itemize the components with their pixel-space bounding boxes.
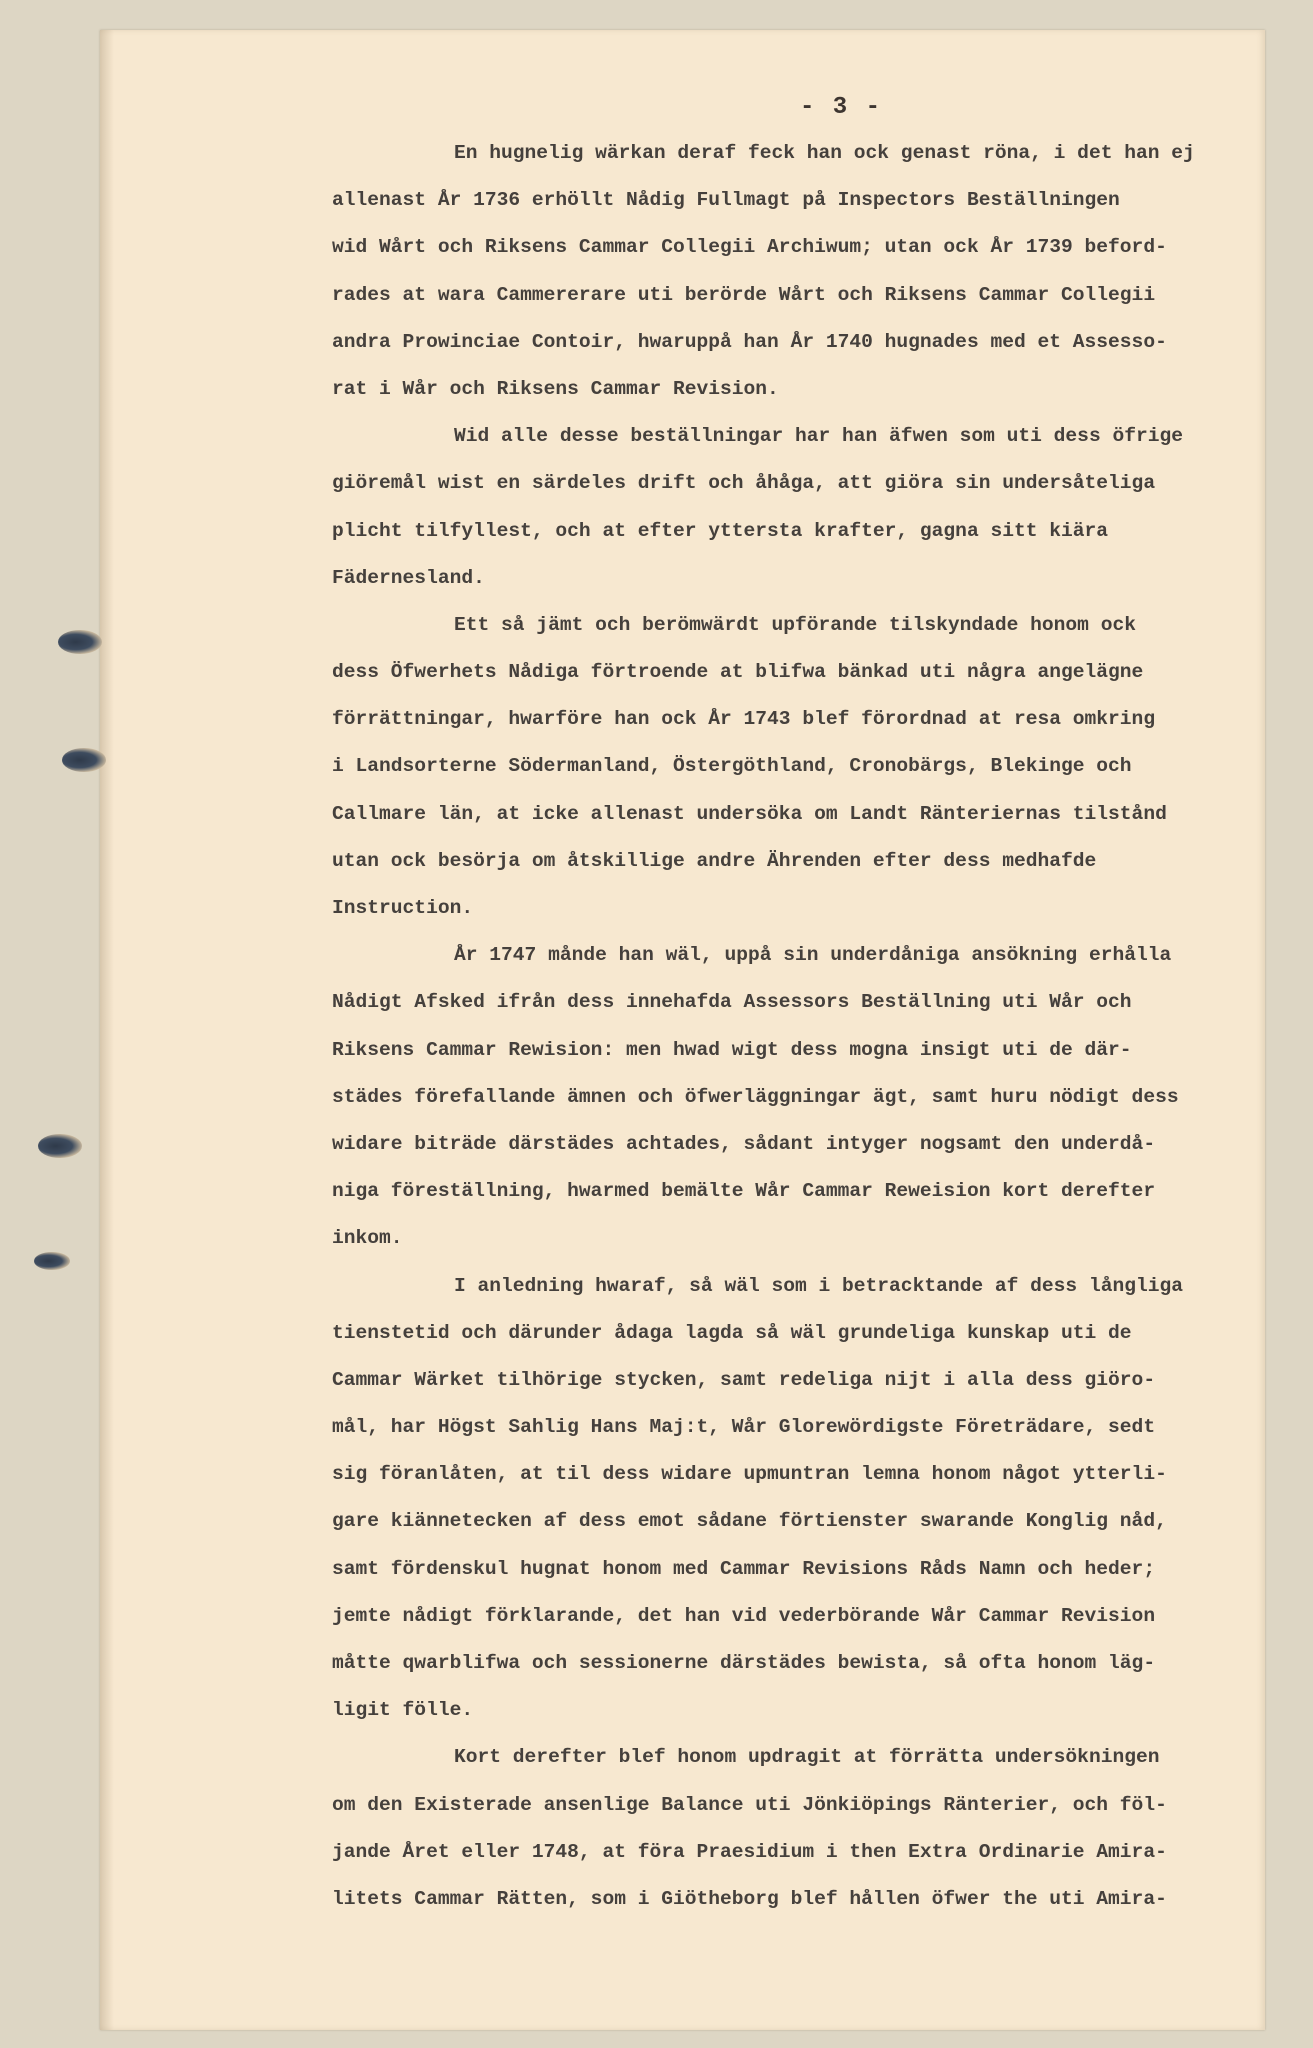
text-line: tienstetid och därunder ådaga lagda så wäl grundeliga kunskap uti de xyxy=(332,1321,1132,1344)
text-line: År 1747 månde han wäl, uppå sin underdåniga ansökning erhålla xyxy=(454,944,1172,967)
text-line: jande Året eller 1748, at föra Praesidium i then Extra Ordinarie Amira- xyxy=(332,1840,1167,1863)
text-line: andra Prowinciae Contoir, hwaruppå han År 1740 hugnades med et Assesso- xyxy=(332,330,1167,353)
text-line: Riksens Cammar Rewision: men hwad wigt dess mogna insigt uti de där- xyxy=(332,1038,1132,1061)
text-line: utan ock besörja om åtskillige andre Ährenden efter dess medhafde xyxy=(332,849,1097,872)
text-line: Nådigt Afsked ifrån dess innehafda Assessors Beställning uti Wår och xyxy=(332,991,1132,1014)
text-line: måtte qwarblifwa och sessionerne därstädes bewista, så ofta honom läg- xyxy=(332,1652,1156,1674)
text-line: widare biträde därstädes achtades, sådant intyger nogsamt den underdå- xyxy=(332,1132,1156,1155)
document-page xyxy=(100,30,1265,2030)
text-line: förrättningar, hwarföre han ock År 1743 blef förordnad at resa omkring xyxy=(332,708,1156,731)
text-line: rades at wara Cammererare uti berörde Wårt och Riksens Cammar Collegii xyxy=(332,283,1156,306)
text-line: En hugnelig wärkan deraf feck han ock genast röna, i det han ej xyxy=(454,142,1195,164)
text-line: rat i Wår och Riksens Cammar Revision. xyxy=(332,377,779,400)
text-line: Callmare län, at icke allenast undersöka om Landt Ränteriernas tilstånd xyxy=(332,802,1167,825)
text-line: niga föreställning, hwarmed bemälte Wår Cammar Reweision kort derefter xyxy=(332,1180,1156,1203)
text-line: ligit fölle. xyxy=(332,1699,474,1722)
punch-hole xyxy=(34,1252,70,1270)
text-line: gare kiännetecken af dess emot sådane förtienster swarande Konglig nåd, xyxy=(332,1510,1167,1533)
document-body xyxy=(332,130,1313,1923)
page-number: - 3 - xyxy=(800,94,883,121)
text-line: Fädernesland. xyxy=(332,566,485,589)
text-line: städes förefallande ämnen och öfwerläggningar ägt, samt huru nödigt dess xyxy=(332,1085,1179,1108)
text-line: Wid alle desse beställningar har han äfwen som uti dess öfrige xyxy=(454,425,1184,448)
text-line: samt fördenskul hugnat honom med Cammar Revisions Råds Namn och heder; xyxy=(332,1557,1156,1580)
text-line: wid Wårt och Riksens Cammar Collegii Archiwum; utan ock År 1739 beford- xyxy=(332,236,1167,259)
text-line: Cammar Wärket tilhörige stycken, samt redeliga nijt i alla dess giöro- xyxy=(332,1368,1156,1391)
text-line: inkom. xyxy=(332,1227,403,1250)
text-line: dess Öfwerhets Nådiga förtroende at blifwa bänkad uti några angelägne xyxy=(332,661,1144,684)
text-line: Instruction. xyxy=(332,897,474,919)
text-line: Ett så jämt och berömwärdt upförande tilskyndade honom ock xyxy=(454,613,1136,636)
text-line: i Landsorterne Södermanland, Östergöthland, Cronobärgs, Blekinge och xyxy=(332,755,1132,778)
punch-hole xyxy=(62,748,106,772)
page-fold-shadow xyxy=(100,30,114,2030)
text-line: mål, har Högst Sahlig Hans Maj:t, Wår Glorewördigste Företrädare, sedt xyxy=(332,1416,1156,1439)
text-line: jemte nådigt förklarande, det han vid vederbörande Wår Cammar Revision xyxy=(332,1604,1156,1627)
text-line: I anledning hwaraf, så wäl som i betracktande af dess långliga xyxy=(454,1274,1184,1297)
text-line: sig föranlåten, at til dess widare upmuntran lemna honom något ytterli- xyxy=(332,1463,1167,1486)
text-line: allenast År 1736 erhöllt Nådig Fullmagt på Inspectors Beställningen xyxy=(332,189,1120,212)
text-line: giöremål wist en särdeles drift och åhåga, att giöra sin undersåteliga xyxy=(332,472,1156,495)
text-line: om den Existerade ansenlige Balance uti Jönkiöpings Ränterier, och föl- xyxy=(332,1793,1167,1816)
text-line: Kort derefter blef honom updragit at förrätta undersökningen xyxy=(454,1746,1160,1769)
text-line: litets Cammar Rätten, som i Giötheborg blef hållen öfwer the uti Amira- xyxy=(332,1887,1167,1910)
punch-hole xyxy=(58,630,102,654)
punch-hole xyxy=(38,1134,82,1158)
text-line: plicht tilfyllest, och at efter yttersta krafter, gagna sitt kiära xyxy=(332,519,1109,542)
